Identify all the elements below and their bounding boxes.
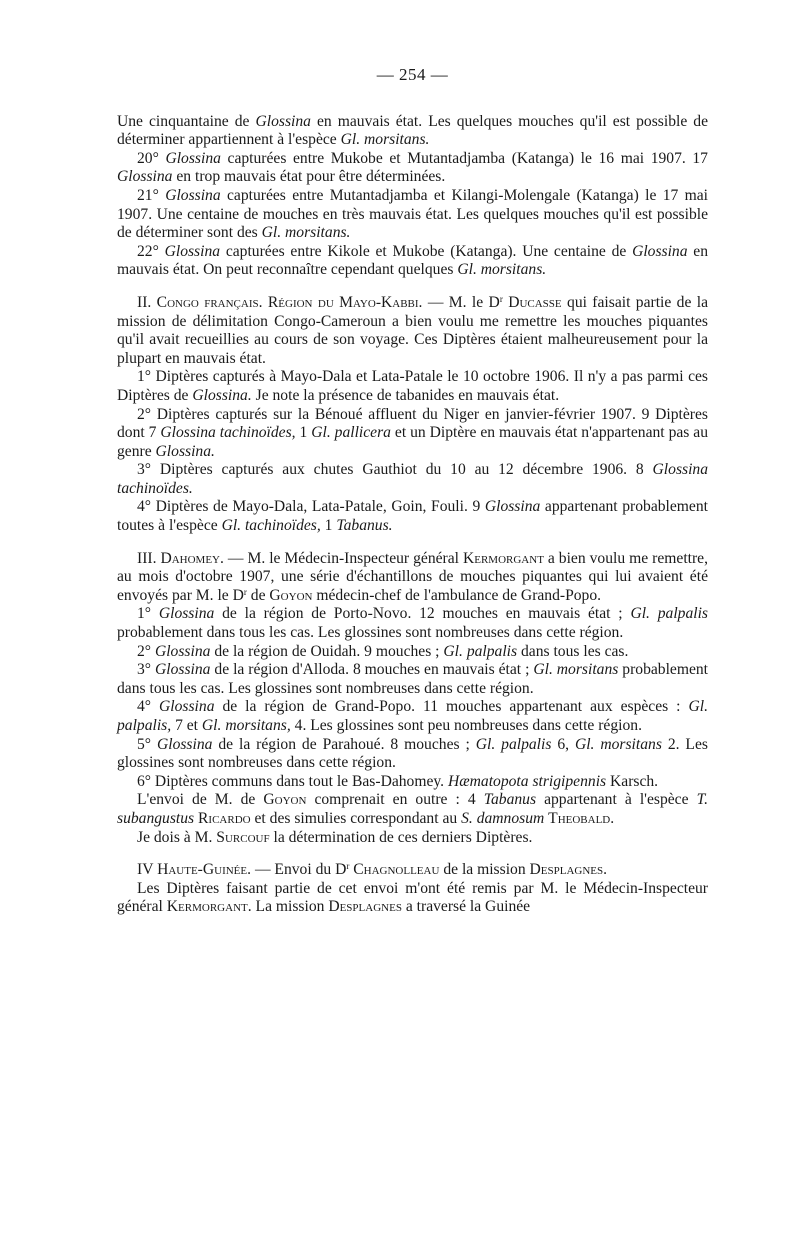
section-ii-item-2: 2° Diptères capturés sur la Bénoué affluent du Niger en janvier-février 1907. 9 Diptères dont 7 Glossina tachinoïdes, 1 Gl. pallicera et un Diptère en mauvais état n'appartenant pas au genre Glossina. <box>117 405 708 460</box>
section-ii-item-3: 3° Diptères capturés aux chutes Gauthiot du 10 au 12 décembre 1906. 8 Glossina tachinoïdes. <box>117 461 709 497</box>
paragraph-21: 21° Glossina capturées entre Mutantadjamba et Kilangi-Molengale (Katanga) le 17 mai 1907. Une centaine de mouches en très mauvais état. Les quelques mouches qu'il est possible de déterminer sont des Gl. morsitans. <box>117 186 709 242</box>
section-iii-item-1: 1° Glossina de la région de Porto-Novo. 12 mouches en mauvais état ; Gl. palpalis probablement dans tous les cas. Les glossines sont nombreuses dans cette région. <box>117 605 708 642</box>
section-iv-paragraph: Les Diptères faisant partie de cet envoi m'ont été remis par M. le Médecin-Inspecteur général Kermorgant. La mission Desplagnes a traversé la Guinée <box>117 879 708 916</box>
section-iii-item-5: 5° Glossina de la région de Parahoué. 8 mouches ; Gl. palpalis 6, Gl. morsitans 2. Les glossines sont nombreuses dans cette région. <box>117 735 708 772</box>
paragraph-20: 20° Glossina capturées entre Mukobe et Mutantadjamba (Katanga) le 16 mai 1907. 17 Glossina en trop mauvais état pour être déterminées. <box>117 149 708 186</box>
section-iii-envoi: L'envoi de M. de Goyon comprenait en outre : 4 Tabanus appartenant à l'espèce T. subangustus Ricardo et des simulies correspondant au S. damnosum Theobald. <box>117 791 708 827</box>
section-iii-surcouf: Je dois à M. Surcouf la détermination de ces derniers Diptères. <box>137 828 533 846</box>
section-iii-item-4: 4° Glossina de la région de Grand-Popo. 11 mouches appartenant aux espèces : Gl. palpalis, 7 et Gl. morsitans, 4. Les glossines sont peu nombreuses dans cette région. <box>117 698 709 734</box>
section-ii-item-4: 4° Diptères de Mayo-Dala, Lata-Patale, Goin, Fouli. 9 Glossina appartenant probablement toutes à l'espèce Gl. tachinoïdes, 1 Tabanus. <box>117 498 708 535</box>
page-number: — 254 — <box>376 65 449 84</box>
section-iii-item-2: 2° Glossina de la région de Ouidah. 9 mouches ; Gl. palpalis dans tous les cas. <box>137 642 629 660</box>
paragraph-22: 22° Glossina capturées entre Kikole et Mukobe (Katanga). Une centaine de Glossina en mauvais état. On peut reconnaître cependant quelques Gl. morsitans. <box>117 242 708 279</box>
paragraph-cinquantaine: Une cinquantaine de Glossina en mauvais état. Les quelques mouches qu'il est possible de déterminer appartiennent à l'espèce Gl. morsitans. <box>117 112 708 149</box>
section-iii-item-3: 3° Glossina de la région d'Alloda. 8 mouches en mauvais état ; Gl. morsitans probablement dans tous les cas. Les glossines sont nombreuses dans cette région. <box>117 661 709 697</box>
section-iii-item-6: 6° Diptères communs dans tout le Bas-Dahomey. Hæmatopota strigipennis Karsch. <box>137 772 659 790</box>
section-ii-item-1: 1° Diptères capturés à Mayo-Dala et Lata-Patale le 10 octobre 1906. Il n'y a pas parmi ces Diptères de Glossina. Je note la présence de tabanides en mauvais état. <box>117 368 708 404</box>
section-iv-heading: IV Haute-Guinée. — Envoi du $D^r$ Chagnolleau de la mission Desplagnes. <box>137 861 608 879</box>
section-ii-heading: II. Congo français. Région du Mayo-Kabbi. — M. le $D^r$ Ducasse qui faisait partie de la mission de délimitation Congo-Cameroun a bien voulu me remettre les mouches piquantes qu'il avait recueillies au cours de son voyage. Ces Diptères étaient malheureusement pour la plupart en mauvais état. <box>117 293 708 367</box>
section-iii-heading: III. Dahomey. — M. le Médecin-Inspecteur général Kermorgant a bien voulu me remettre, au mois d'octobre 1907, une série d'échantillons de mouches piquantes qui lui avaient été envoyés par M. le $D^r$ de Goyon médecin-chef de l'ambulance de Grand-Popo. <box>117 549 708 604</box>
